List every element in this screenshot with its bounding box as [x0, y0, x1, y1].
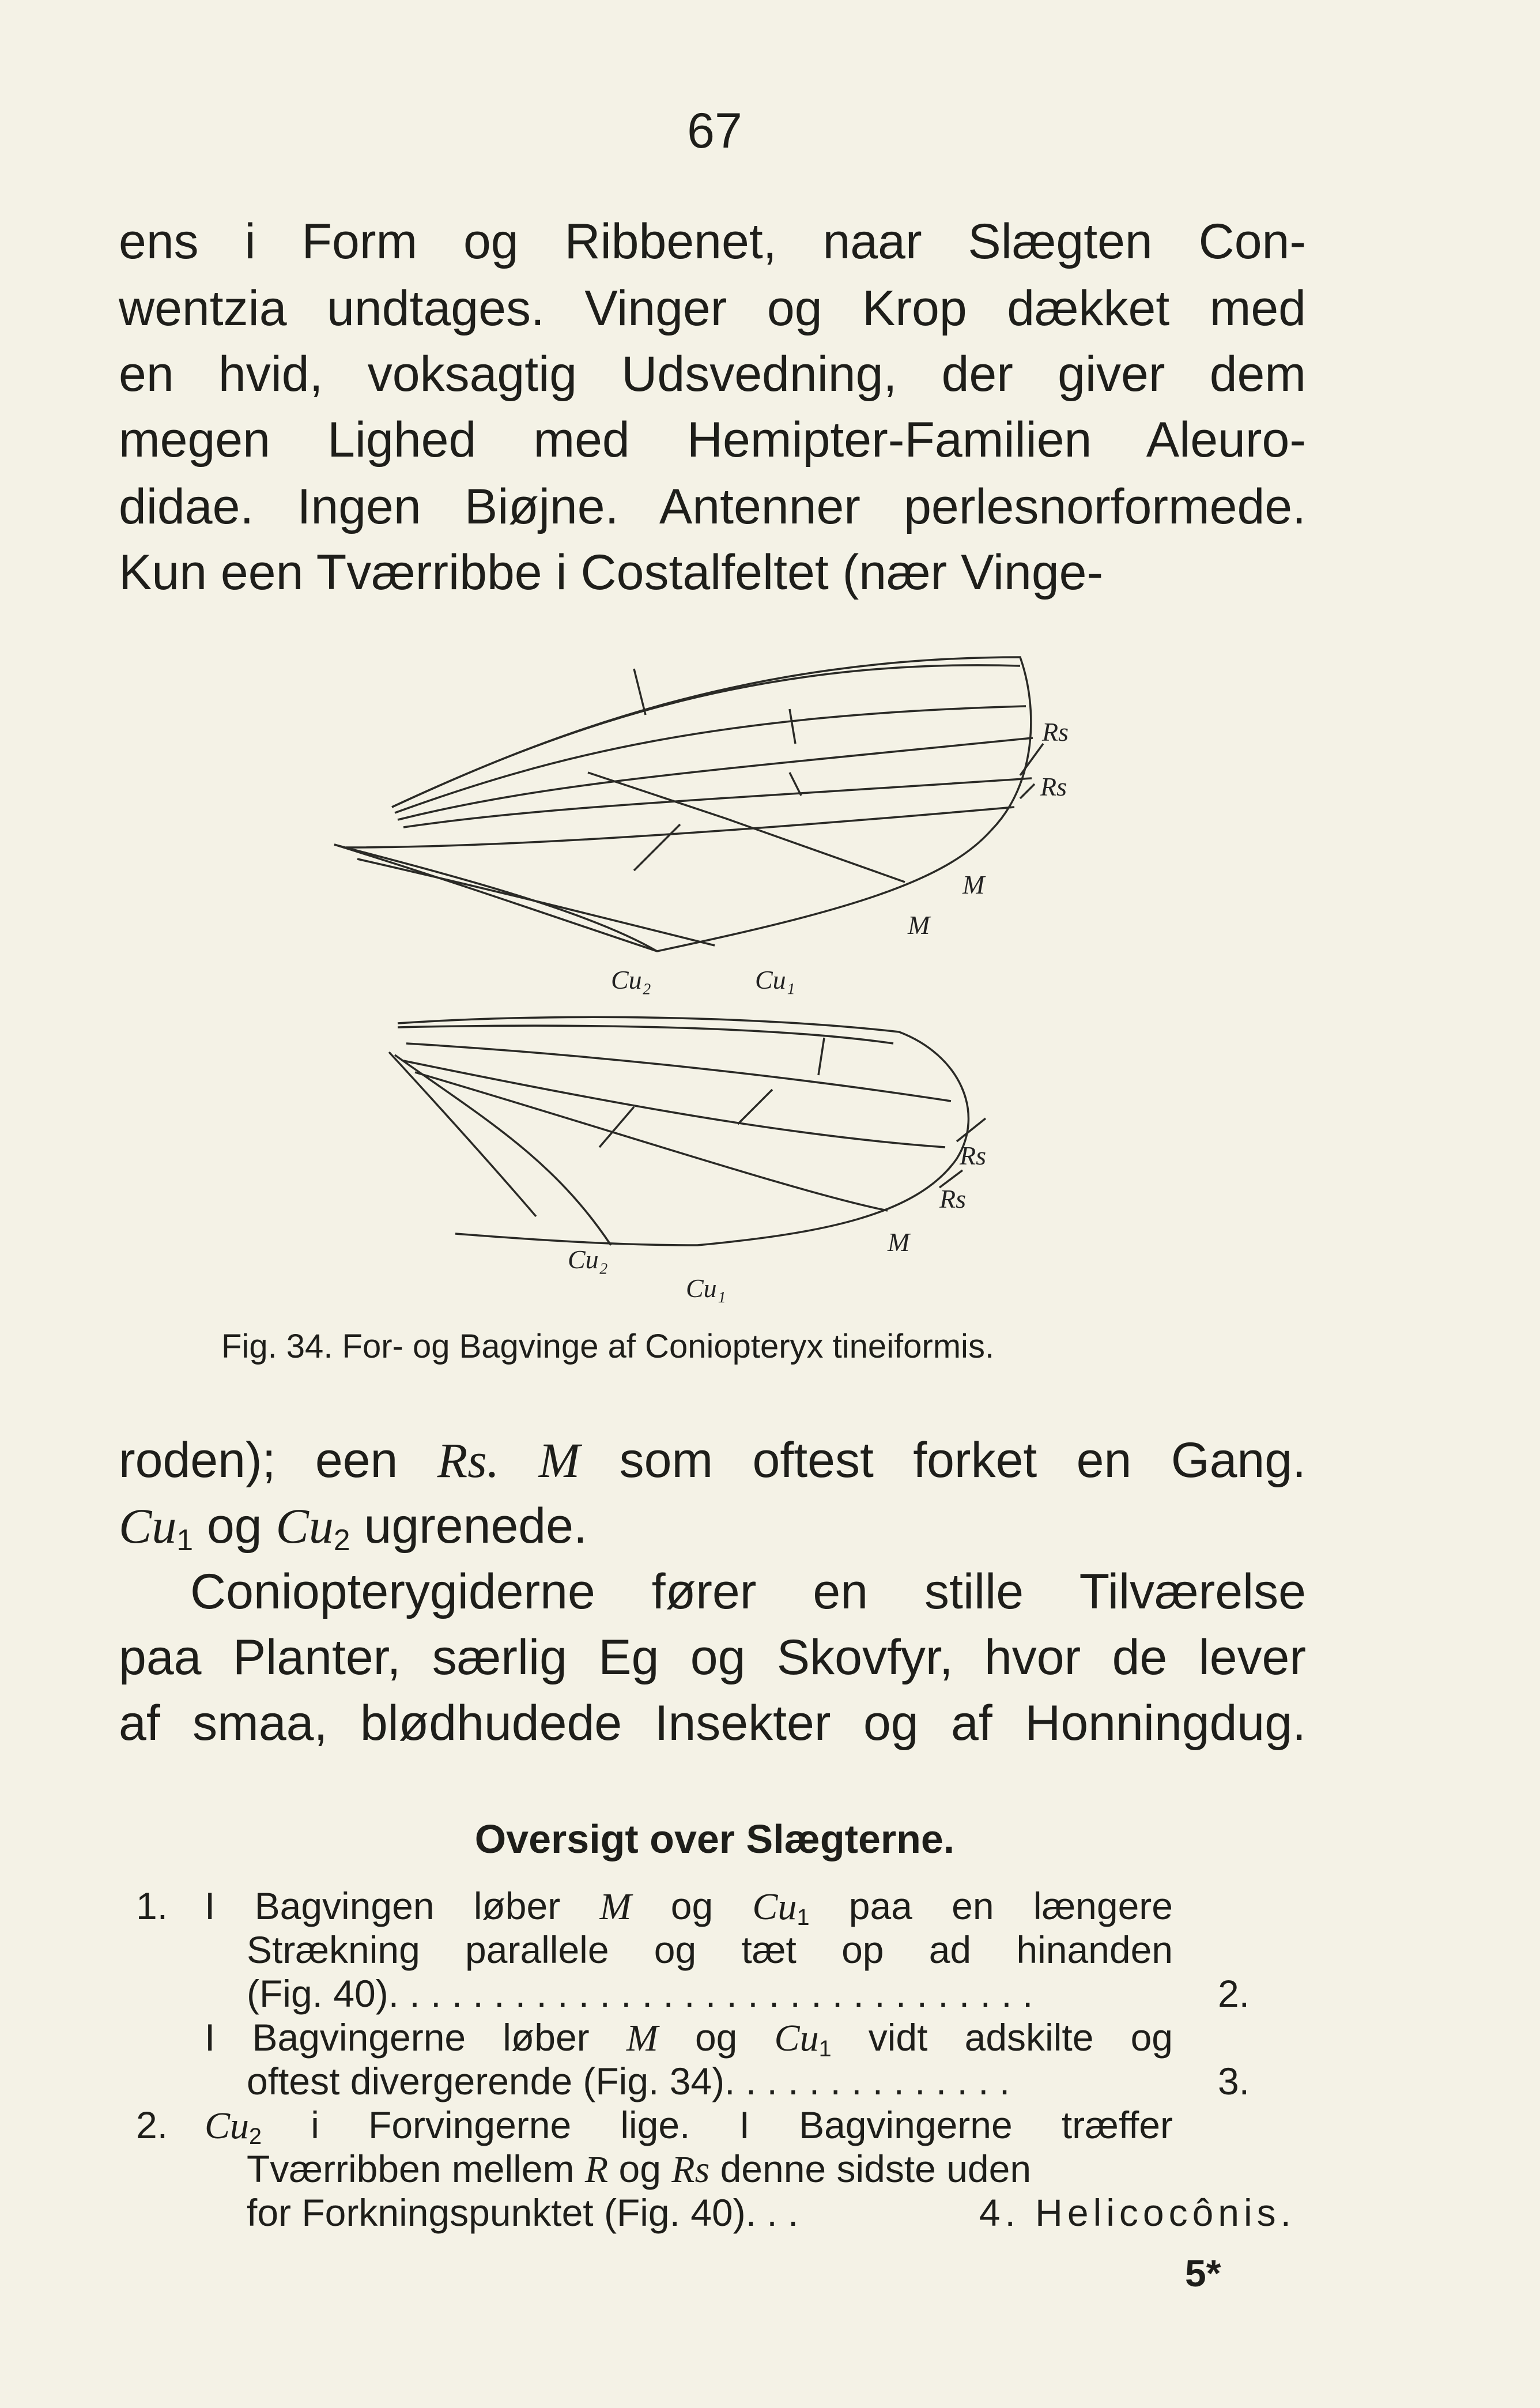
genus-helicoconis: 4. Helicocônis. — [979, 2191, 1296, 2234]
fore-label-rs-2: Rs — [1040, 772, 1067, 801]
key-1a-line-3: (Fig. 40). . . . . . . . . . . . . . . . . . . . . . . . . . . . . . . 2. — [247, 1972, 1250, 2015]
hindwing-outline — [398, 1017, 968, 1245]
hind-label-cu2: Cu₂ — [568, 1245, 608, 1274]
para3-line-2: paa Planter, særlig Eg og Skovfyr, hvor de lever — [119, 1630, 1306, 1685]
key-1b-line-2: oftest divergerende (Fig. 34). . . . . . . . . . . . . . 3. — [247, 2060, 1250, 2102]
page-number: 67 — [687, 103, 742, 159]
para3-line-3: af smaa, blødhudede Insekter og af Honningdug. — [119, 1695, 1306, 1751]
para1-line-1: ens i Form og Ribbenet, naar Slægten Con- — [119, 214, 1306, 269]
signature-mark: 5* — [1185, 2252, 1221, 2294]
para1-line-4: megen Lighed med Hemipter-Familien Aleuro- — [119, 412, 1306, 468]
para1-line-6: Kun een Tværribbe i Costalfeltet (nær Vinge- — [119, 545, 1104, 600]
fore-label-m-1: M — [962, 870, 985, 899]
para2-line-2: $Cu_1$ og $Cu_2$ ugrenede. — [119, 1498, 587, 1557]
fore-label-rs-1: Rs — [1042, 717, 1069, 747]
hind-label-rs-2: Rs — [939, 1184, 966, 1214]
key-1a-line-1: I Bagvingen løber M og $Cu_1$ paa en længere — [205, 1885, 1173, 1930]
key-1a-line-2: Strækning parallele og tæt op ad hinanden — [247, 1928, 1173, 1971]
para1-line-2: wentzia undtages. Vinger og Krop dækket med — [119, 281, 1306, 336]
key-number-1: 1. — [136, 1885, 168, 1927]
para1-line-3: en hvid, voksagtig Udsvedning, der giver dem — [119, 346, 1306, 402]
key-heading: Oversigt over Slægterne. — [474, 1817, 955, 1861]
key-2a-line-2: Tværribben mellem R og Rs denne sidste uden — [247, 2147, 1032, 2191]
fore-label-m-2: M — [908, 910, 930, 940]
para1-line-5: didae. Ingen Biøjne. Antenner perlesnorformede. — [119, 479, 1306, 534]
hind-label-rs-1: Rs — [960, 1141, 986, 1170]
key-1b-line-1: I Bagvingerne løber M og $Cu_1$ vidt adskilte og — [205, 2016, 1173, 2062]
hind-label-cu1: Cu₁ — [686, 1273, 726, 1303]
fore-label-cu2: Cu₂ — [611, 965, 651, 994]
key-number-2: 2. — [136, 2104, 168, 2146]
para2-line-1: roden); een Rs. M som oftest forket en Gang. — [119, 1433, 1306, 1488]
hind-label-m: M — [888, 1227, 910, 1257]
fore-label-cu1: Cu₁ — [755, 965, 795, 994]
figure-34-wings — [311, 640, 1164, 1314]
para3-line-1: Coniopterygiderne fører en stille Tilværelse — [190, 1564, 1306, 1619]
figure-caption: Fig. 34. For- og Bagvinge af Coniopteryx tineiformis. — [221, 1328, 995, 1365]
key-2a-line-1: $Cu_2$ i Forvingerne lige. I Bagvingerne træffer — [205, 2104, 1173, 2149]
key-2a-line-3: for Forkningspunktet (Fig. 40). . . 4. Helicocônis. — [247, 2191, 1296, 2234]
